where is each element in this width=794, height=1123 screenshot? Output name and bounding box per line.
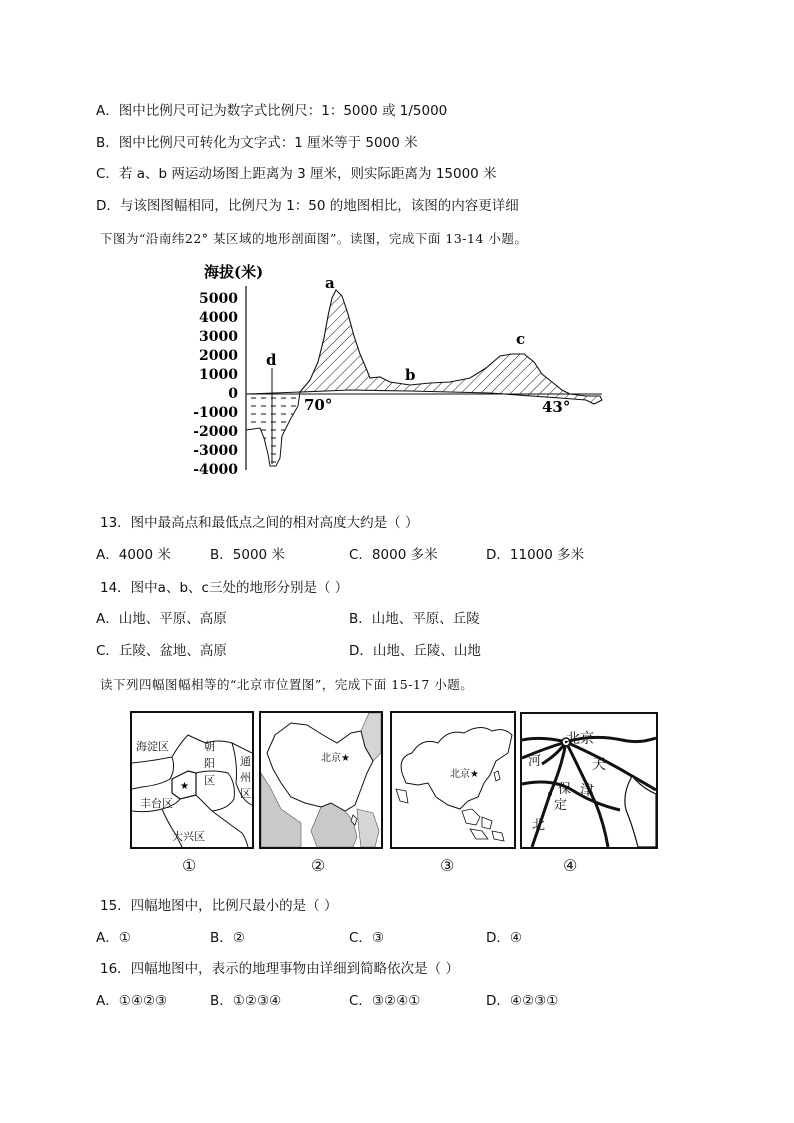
label-tong: 通	[240, 755, 251, 768]
map-4-bao-label: 保	[558, 782, 572, 797]
map-4-ding-label: 定	[554, 798, 568, 813]
tick-label: -4000	[193, 462, 238, 478]
map-3-beijing-label: 北京★	[450, 769, 479, 780]
y-axis-label: 海拔(米)	[204, 263, 264, 281]
tick-label: 2000	[199, 348, 238, 364]
q15-option-c: C．③	[349, 930, 385, 946]
q16-stem: 16．四幅地图中，表示的地理事物由详细到简略依次是（ ）	[100, 961, 459, 977]
tick-label: -3000	[193, 443, 238, 459]
q14-option-a: A．山地、平原、高原	[96, 611, 227, 627]
q13-option-a: A．4000 米	[96, 547, 171, 563]
tick-label: 5000	[199, 291, 238, 307]
map-1-districts	[130, 711, 254, 849]
label-yang: 阳	[204, 757, 215, 770]
label-daxing: 大兴区	[172, 830, 205, 843]
label-qu-1: 区	[204, 774, 215, 787]
map-4-beijing-label: 北京	[566, 731, 594, 747]
label-fengtai: 丰台区	[140, 797, 173, 810]
q14-option-b: B．山地、平原、丘陵	[349, 611, 480, 627]
tick-label: -2000	[193, 424, 238, 440]
map-4-region	[520, 712, 658, 849]
svg-text:★: ★	[180, 781, 189, 792]
option-b-prev: B．图中比例尺可转化为文字式：1 厘米等于 5000 米	[96, 135, 418, 151]
label-qu-2: 区	[240, 787, 251, 800]
label-d: d	[266, 351, 277, 369]
label-a: a	[325, 274, 335, 292]
tick-label: 4000	[199, 310, 238, 326]
map-2-china	[259, 711, 383, 849]
tick-label: 3000	[199, 329, 238, 345]
tick-label: 0	[228, 386, 238, 402]
q13-option-d: D．11000 多米	[486, 547, 585, 563]
q16-option-b: B．①②③④	[210, 993, 282, 1009]
option-a-prev: A．图中比例尺可记为数字式比例尺：1：5000 或 1/5000	[96, 103, 448, 119]
q16-option-d: D．④②③①	[486, 993, 559, 1009]
map-1-number: ①	[182, 856, 197, 875]
q14-stem: 14．图中a、b、c三处的地形分别是（ ）	[100, 580, 349, 596]
map-2-number: ②	[311, 856, 326, 875]
ocean-area	[246, 392, 300, 466]
q15-option-d: D．④	[486, 930, 522, 946]
q16-option-c: C．③②④①	[349, 993, 421, 1009]
q13-stem: 13．图中最高点和最低点之间的相对高度大约是（ ）	[100, 515, 419, 531]
tick-label: -1000	[193, 405, 238, 421]
intro-15-17: 读下列四幅图幅相等的“北京市位置图”，完成下面 15-17 小题。	[100, 677, 474, 692]
q14-option-c: C．丘陵、盆地、高原	[96, 643, 227, 659]
q15-option-a: A．①	[96, 930, 131, 946]
label-b: b	[405, 366, 416, 384]
q13-option-c: C．8000 多米	[349, 547, 438, 563]
lon-70-label: 70°	[304, 396, 333, 414]
q15-stem: 15．四幅地图中，比例尺最小的是（ ）	[100, 898, 338, 914]
label-zhou: 州	[240, 771, 251, 784]
map-4-jin-label: 津	[580, 783, 594, 799]
q13-option-b: B．5000 米	[210, 547, 285, 563]
option-d-prev: D．与该图图幅相同，比例尺为 1：50 的地图相比，该图的内容更详细	[96, 198, 519, 214]
land-profile	[300, 290, 602, 404]
intro-13-14: 下图为“沿南纬22° 某区域的地形剖面图”。读图，完成下面 13-14 小题。	[100, 231, 528, 246]
q14-option-d: D．山地、丘陵、山地	[349, 643, 481, 659]
lon-43-label: 43°	[542, 398, 571, 416]
map-4-he-label: 河	[528, 754, 542, 769]
tick-label: 1000	[199, 367, 238, 383]
map-4-bei-label: 北	[532, 818, 546, 833]
option-c-prev: C．若 a、b 两运动场图上距离为 3 厘米，则实际距离为 15000 米	[96, 166, 497, 182]
map-3-number: ③	[440, 856, 455, 875]
map-3-asia	[390, 711, 516, 849]
label-c: c	[516, 330, 526, 348]
map-2-beijing-label: 北京★	[321, 753, 350, 764]
q16-option-a: A．①④②③	[96, 993, 168, 1009]
map-4-tian-label: 天	[592, 757, 606, 773]
terrain-profile-chart	[190, 258, 620, 478]
map-4-number: ④	[563, 856, 578, 875]
q15-option-b: B．②	[210, 930, 245, 946]
label-haidian: 海淀区	[136, 740, 169, 753]
label-chao: 朝	[204, 740, 215, 753]
